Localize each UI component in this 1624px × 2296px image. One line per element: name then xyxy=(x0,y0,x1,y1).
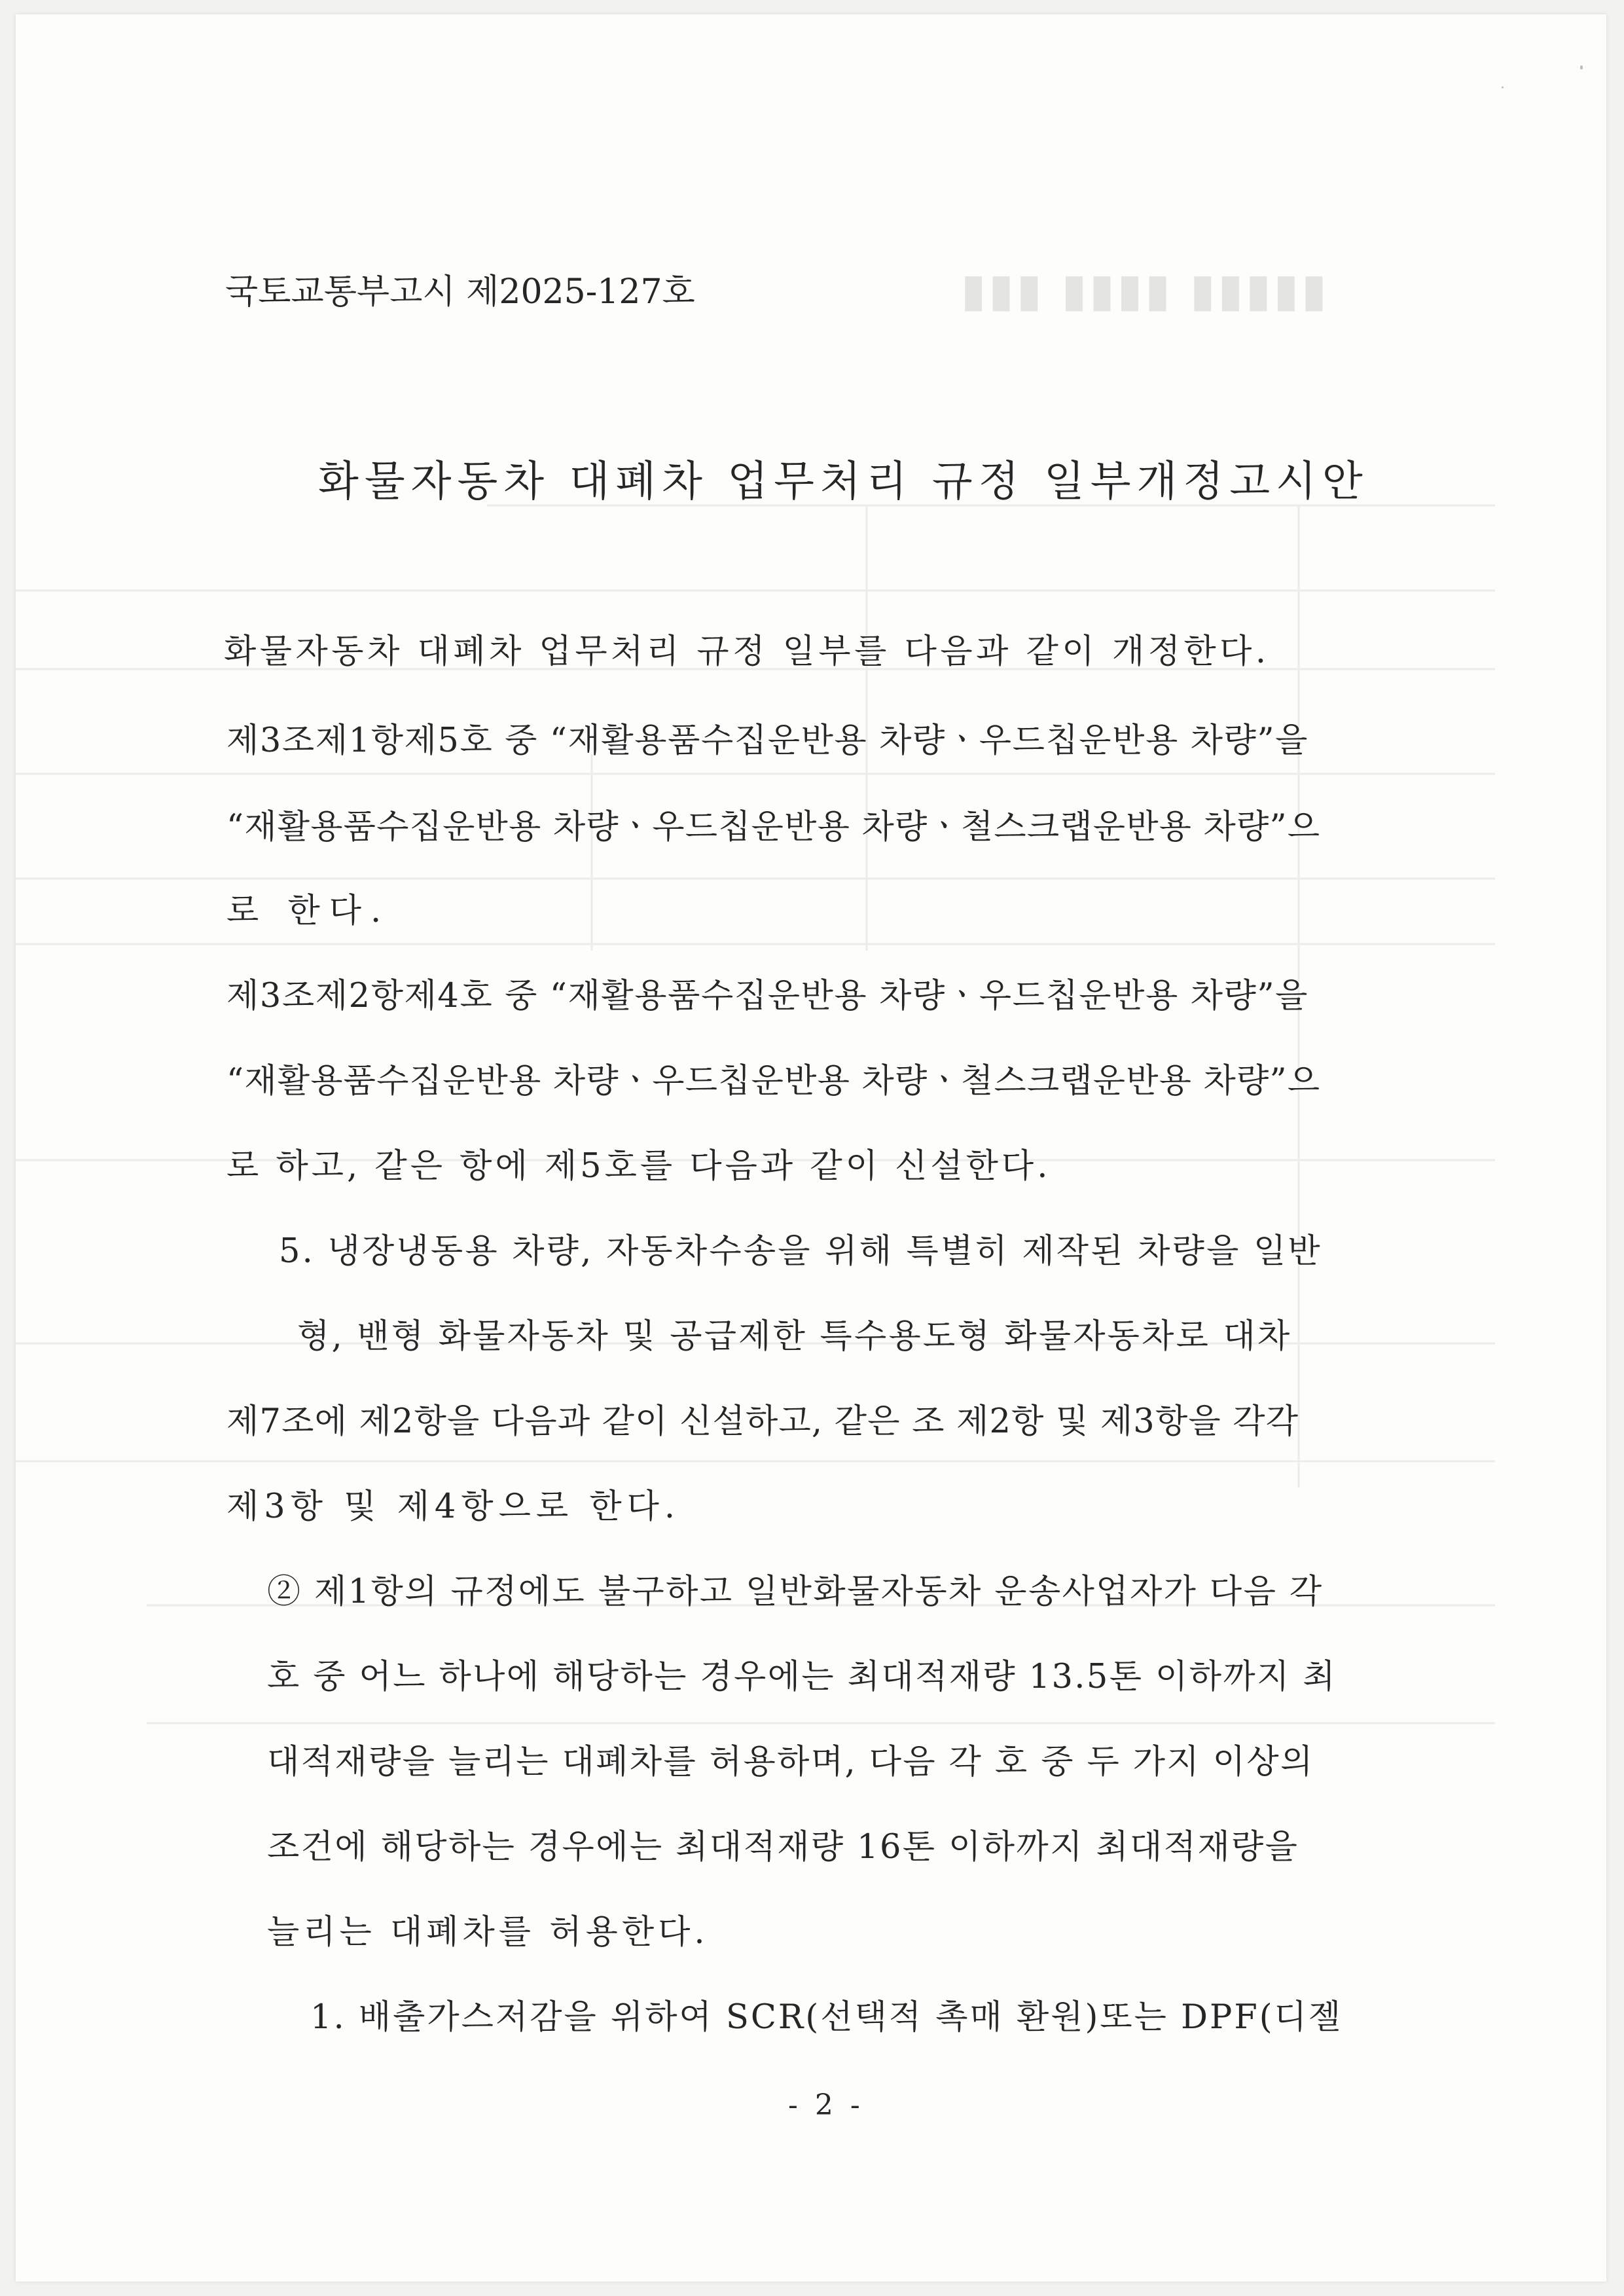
body-line-2: 제3조제1항제5호 중 “재활용품수집운반용 차량ㆍ우드칩운반용 차량”을 xyxy=(226,721,1308,760)
bleed-through-heading: ▮▮▮▮▮ ▮▮▮▮ ▮▮▮ xyxy=(958,263,1327,317)
body-line-10: 제7조에 제2항을 다음과 같이 신설하고, 같은 조 제2항 및 제3항을 각각 xyxy=(226,1402,1299,1441)
document-title: 화물자동차 대폐차 업무처리 규정 일부개정고시안 xyxy=(318,458,1369,506)
notice-number: 국토교통부고시 제2025-127호 xyxy=(225,272,695,312)
body-line-17: 1. 배출가스저감을 위하여 SCR(선택적 촉매 환원)또는 DPF(디젤 xyxy=(310,1998,1343,2037)
body-line-12: ② 제1항의 규정에도 불구하고 일반화물자동차 운송사업자가 다음 각 xyxy=(267,1573,1324,1611)
document-page xyxy=(16,14,1606,2282)
body-line-6: “재활용품수집운반용 차량ㆍ우드칩운반용 차량ㆍ철스크랩운반용 차량”으 xyxy=(226,1062,1321,1101)
body-line-13: 호 중 어느 하나에 해당하는 경우에는 최대적재량 13.5톤 이하까지 최 xyxy=(267,1658,1337,1696)
body-line-11: 제3항 및 제4항으로 한다. xyxy=(226,1487,681,1526)
body-line-14: 대적재량을 늘리는 대폐차를 허용하며, 다음 각 호 중 두 가지 이상의 xyxy=(267,1743,1314,1781)
scan-speck xyxy=(1580,65,1583,69)
page-number: - 2 - xyxy=(788,2088,864,2122)
body-line-16: 늘리는 대폐차를 허용한다. xyxy=(267,1913,709,1952)
body-line-3: “재활용품수집운반용 차량ㆍ우드칩운반용 차량ㆍ철스크랩운반용 차량”으 xyxy=(226,808,1321,847)
body-line-15: 조건에 해당하는 경우에는 최대적재량 16톤 이하까지 최대적재량을 xyxy=(267,1828,1299,1867)
body-line-5: 제3조제2항제4호 중 “재활용품수집운반용 차량ㆍ우드칩운반용 차량”을 xyxy=(226,977,1308,1015)
body-line-7: 로 하고, 같은 항에 제5호를 다음과 같이 신설한다. xyxy=(226,1147,1051,1186)
scan-speck xyxy=(1502,86,1504,88)
body-line-8: 5. 냉장냉동용 차량, 자동차수송을 위해 특별히 제작된 차량을 일반 xyxy=(279,1232,1322,1271)
body-line-1: 화물자동차 대폐차 업무처리 규정 일부를 다음과 같이 개정한다. xyxy=(224,632,1270,671)
body-line-9: 형, 밴형 화물자동차 및 공급제한 특수용도형 화물자동차로 대차 xyxy=(297,1317,1292,1356)
body-line-4: 로 한다. xyxy=(226,892,391,930)
bleed-through-table xyxy=(16,492,1495,1736)
